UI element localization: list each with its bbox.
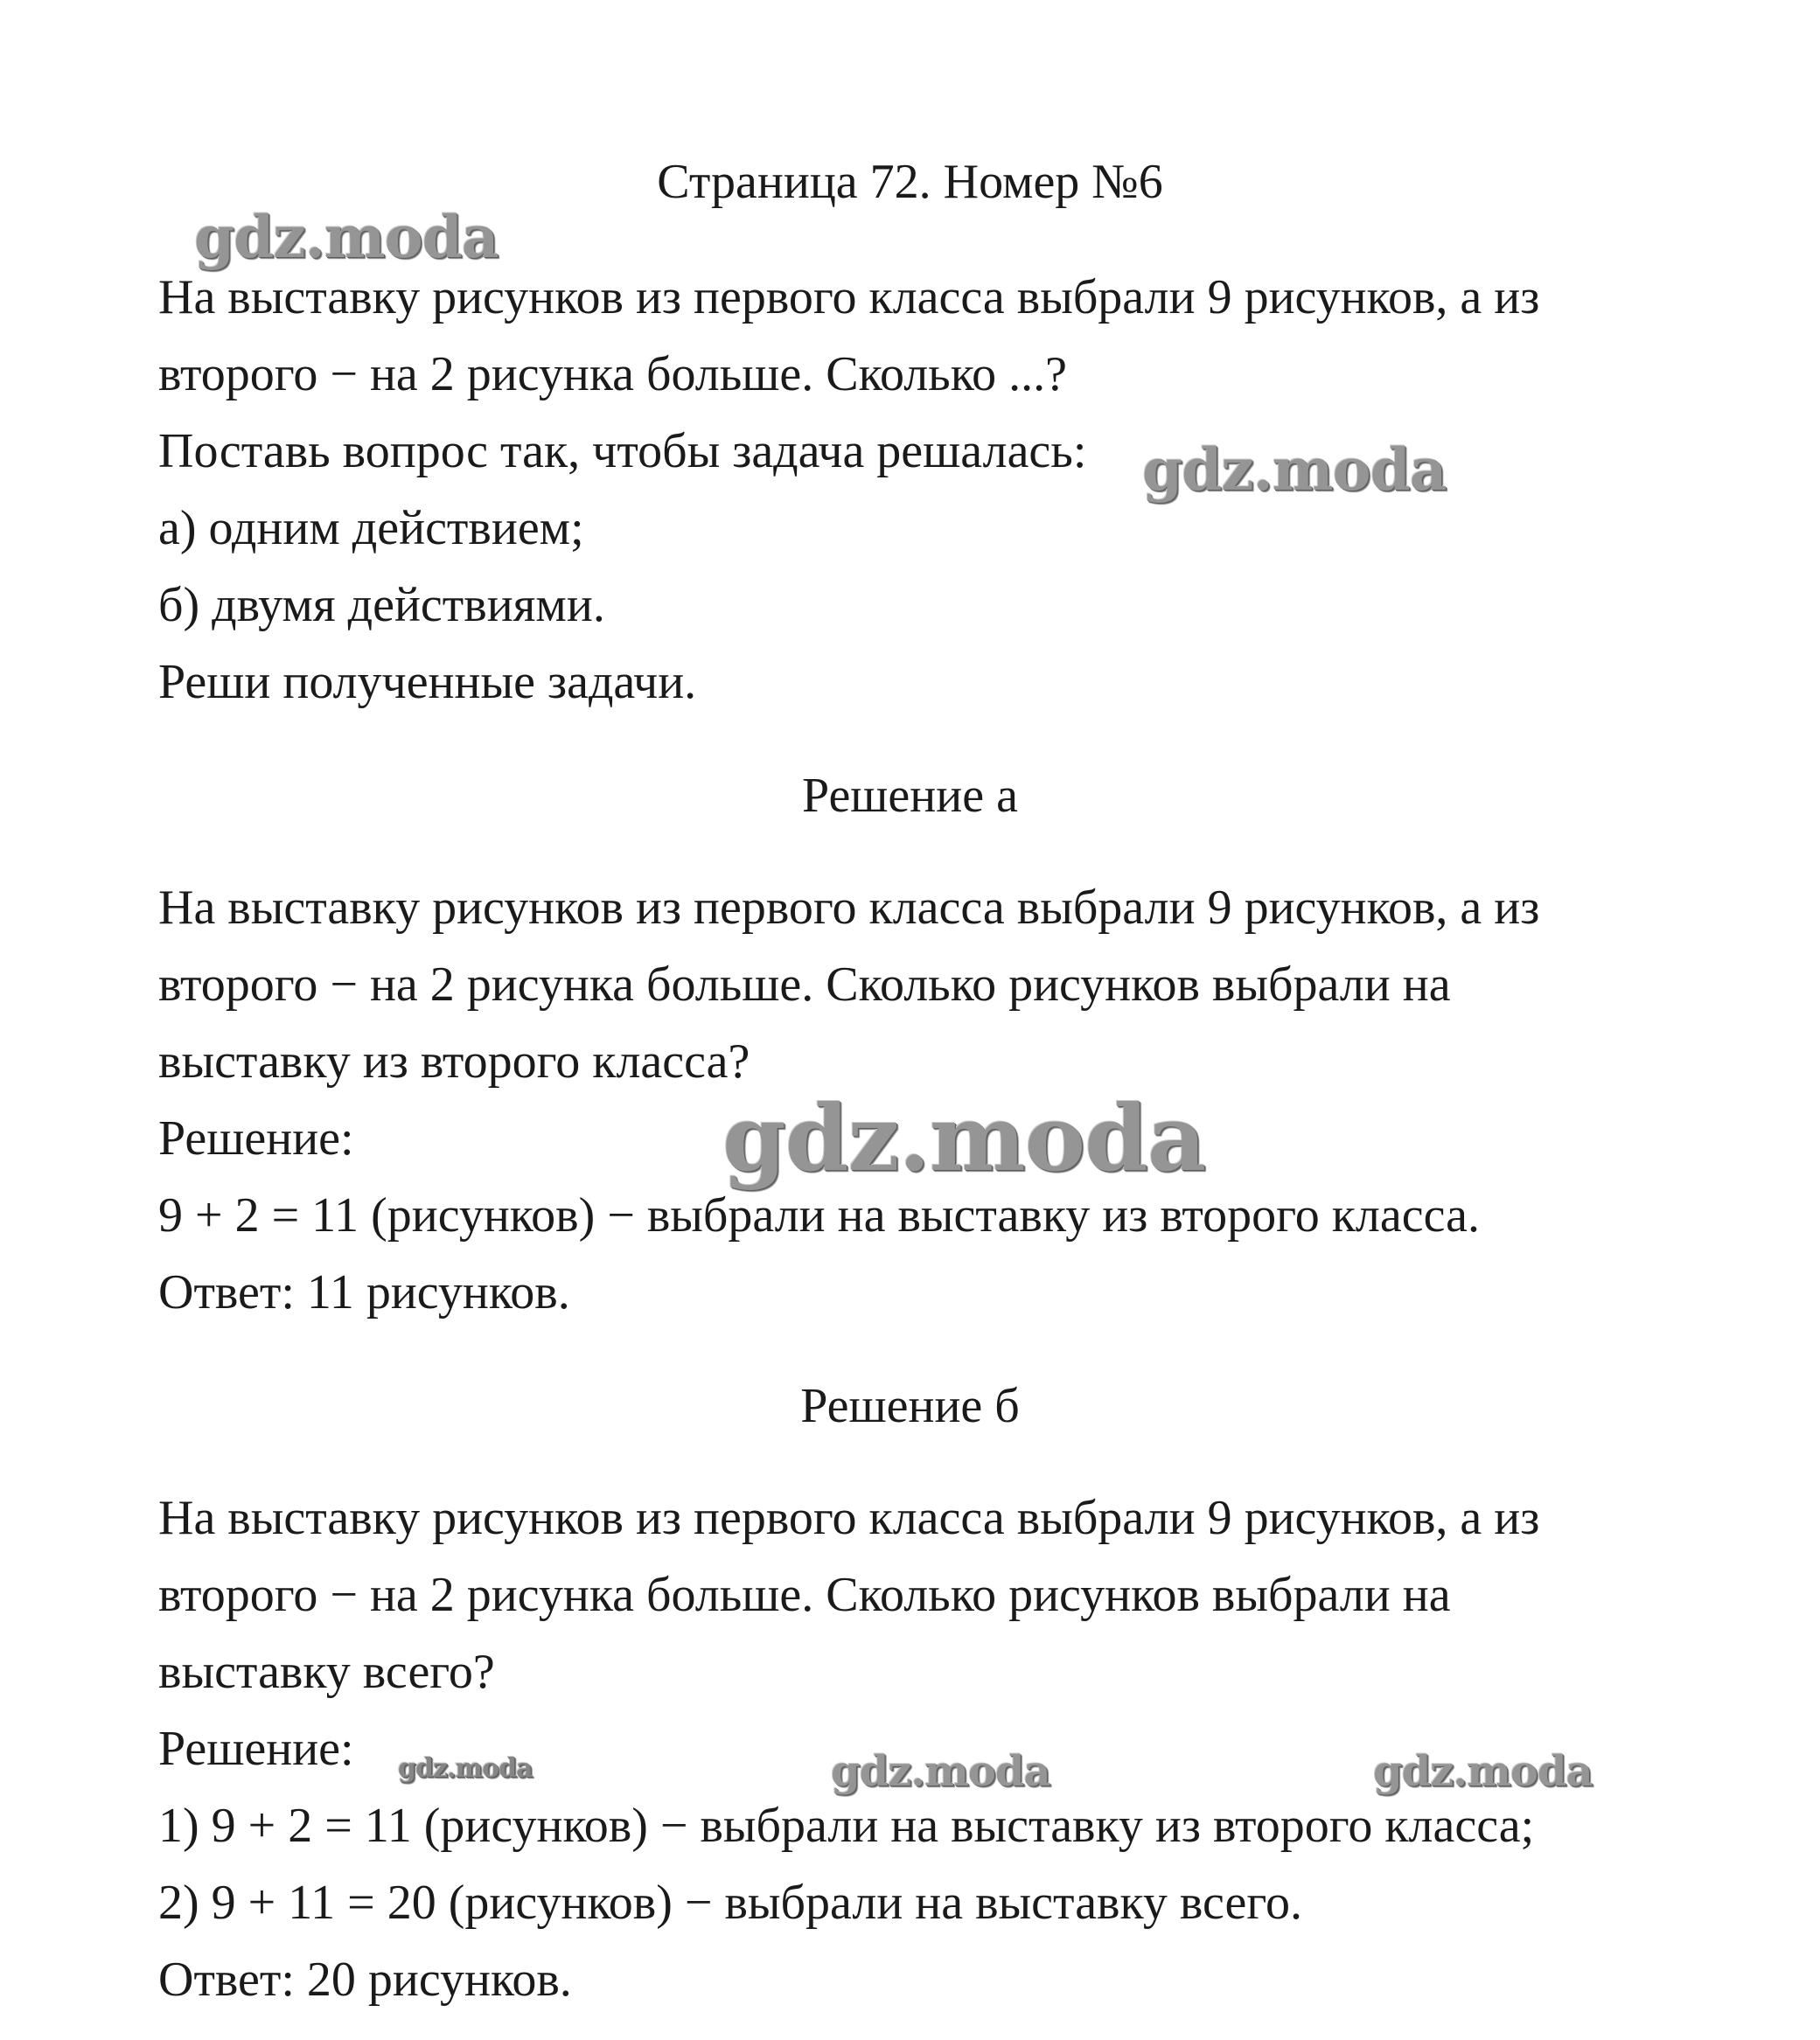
solution-b-line-2: второго − на 2 рисунка больше. Сколько рисунков выбрали на [158, 1568, 1451, 1622]
solution-a-line-4: Решение: [158, 1111, 354, 1166]
solution-b-line-3: выставку всего? [158, 1645, 495, 1699]
solution-b-heading: Решение б [800, 1379, 1020, 1433]
solution-b-line-1: На выставку рисунков из первого класса выбрали 9 рисунков, а из [158, 1491, 1540, 1545]
task-line-1: На выставку рисунков из первого класса выбрали 9 рисунков, а из [158, 270, 1540, 324]
page-title: Страница 72. Номер №6 [657, 155, 1163, 209]
task-line-3: Поставь вопрос так, чтобы задача решалась: [158, 424, 1087, 478]
solution-b-line-7: Ответ: 20 рисунков. [158, 1953, 572, 2007]
task-line-6: Реши полученные задачи. [158, 655, 697, 709]
watermark: gdz.moda [1373, 1747, 1593, 1796]
task-line-2: второго − на 2 рисунка больше. Сколько ...? [158, 347, 1067, 401]
solution-a-line-5: 9 + 2 = 11 (рисунков) − выбрали на выставку из второго класса. [158, 1188, 1480, 1243]
watermark: gdz.moda [831, 1747, 1050, 1796]
solution-a-line-3: выставку из второго класса? [158, 1034, 750, 1089]
solution-a-line-2: второго − на 2 рисунка больше. Сколько рисунков выбрали на [158, 957, 1451, 1012]
watermark: gdz.moda [398, 1753, 533, 1784]
solution-b-line-6: 2) 9 + 11 = 20 (рисунков) − выбрали на выставку всего. [158, 1876, 1302, 1930]
watermark: gdz.moda [194, 203, 499, 271]
solution-a-line-1: На выставку рисунков из первого класса выбрали 9 рисунков, а из [158, 881, 1540, 935]
watermark: gdz.moda [1142, 435, 1447, 504]
watermark: gdz.moda [722, 1084, 1206, 1192]
solution-b-line-5: 1) 9 + 2 = 11 (рисунков) − выбрали на выставку из второго класса; [158, 1799, 1535, 1853]
solution-a-line-6: Ответ: 11 рисунков. [158, 1265, 570, 1319]
solution-b-line-4: Решение: [158, 1722, 354, 1776]
task-line-4: а) одним действием; [158, 501, 584, 555]
task-line-5: б) двумя действиями. [158, 578, 605, 632]
solution-a-heading: Решение а [802, 769, 1018, 823]
